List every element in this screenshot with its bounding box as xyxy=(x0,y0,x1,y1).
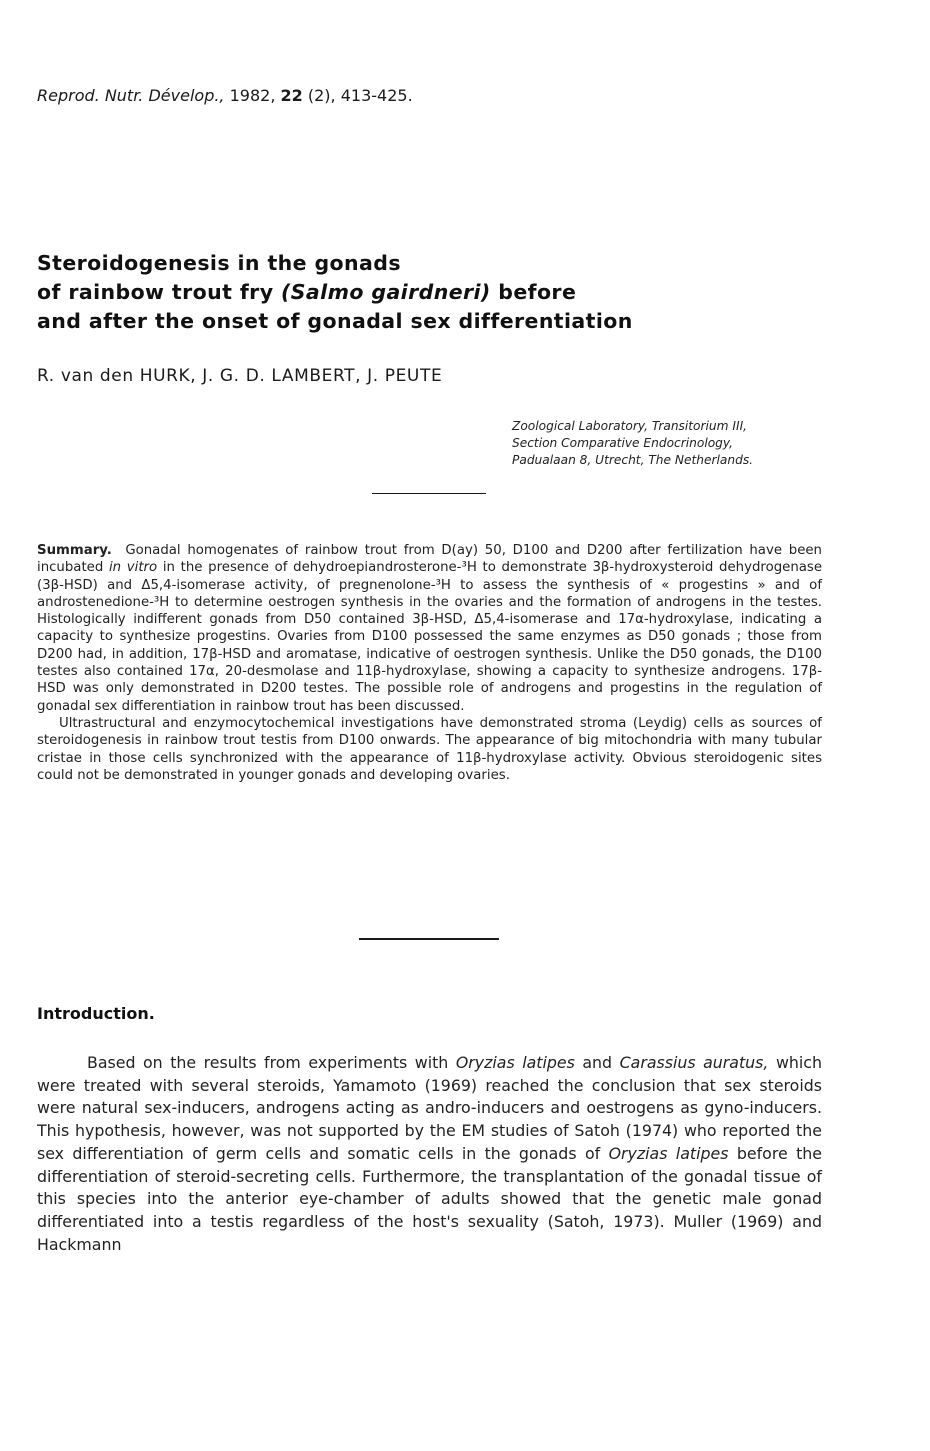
summary-text-a: Gonadal homogenates of rainbow trout from D(ay) 50, D100 and D200 after fertilization have been incubated xyxy=(37,543,822,576)
title-line-3: and after the onset of gonadal sex differentiation xyxy=(37,309,633,333)
article-title xyxy=(37,249,797,336)
affiliation-line-3: Padualaan 8, Utrecht, The Netherlands. xyxy=(512,453,754,467)
summary-paragraph-1 xyxy=(37,542,822,715)
summary-block xyxy=(37,542,822,784)
journal-year: 1982, xyxy=(229,86,276,105)
title-species: (Salmo gairdneri) xyxy=(281,280,491,304)
author-list: R. van den HURK, J. G. D. LAMBERT, J. PEUTE xyxy=(37,366,443,386)
journal-citation xyxy=(37,86,413,105)
introduction-heading: Introduction. xyxy=(37,1004,155,1023)
affiliation-line-1: Zoological Laboratory, Transitorium III, xyxy=(512,419,748,433)
intro-text-3: which were treated with several steroids, Yamamoto (1969) reached the conclusion that sex steroids were natural sex-inducers, androgens acting as andro-inducers and oestrogens as gyno-inducers. This hypothesis, however, was not supported by the EM studies of Satoh (1974) who reported the sex differentiation of germ cells and somatic cells in the gonads of xyxy=(37,1053,822,1163)
affiliation xyxy=(512,418,842,469)
journal-volume: 22 xyxy=(280,86,303,105)
intro-species-1: Oryzias latipes xyxy=(455,1053,575,1072)
title-line-2-start: of rainbow trout fry xyxy=(37,280,274,304)
summary-label: Summary. xyxy=(37,543,112,558)
summary-paragraph-2: Ultrastructural and enzymocytochemical investigations have demonstrated stroma (Leydig) cells as sources of steroidogenesis in rainbow trout testis from D100 onwards. The appearance of big mitochondria with many tubular cristae in those cells synchronized with the appearance of 11β-hydroxylase activity. Obvious steroidogenic sites could not be demonstrated in younger gonads and developing ovaries. xyxy=(37,715,822,783)
journal-title: Reprod. Nutr. Dévelop., xyxy=(37,86,225,105)
journal-issue-pages: (2), 413-425. xyxy=(307,86,413,105)
affiliation-line-2: Section Comparative Endocrinology, xyxy=(512,436,734,450)
title-line-2-end: before xyxy=(498,280,577,304)
summary-in-vitro: in vitro xyxy=(108,560,158,576)
intro-text-4: before the differentiation of steroid-secreting cells. Furthermore, the transplantation of the gonadal tissue of this species into the anterior eye-chamber of adults showed that the genetic male gonad differentiated into a testis regardless of the host's sexuality (Satoh, 1973). Muller (1969) and Hackmann xyxy=(37,1143,822,1254)
intro-text-2: and xyxy=(582,1053,613,1072)
title-line-1: Steroidogenesis in the gonads xyxy=(37,251,401,275)
intro-species-2: Carassius auratus, xyxy=(619,1053,769,1072)
divider-rule xyxy=(372,493,486,494)
divider-rule-2 xyxy=(359,938,499,940)
introduction-paragraph xyxy=(37,1052,822,1256)
intro-text-1: Based on the results from experiments with xyxy=(87,1053,449,1072)
summary-text-b: in the presence of dehydroepiandrosterone-³H to demonstrate 3β-hydroxysteroid dehydrogenase (3β-HSD) and Δ5,4-isomerase activity, of pregnenolone-³H to assess the synthesis of « progestins » and of androstenedione-³H to determine oestrogen synthesis in the ovaries and the formation of androgens in the testes. Histologically indifferent gonads from D50 contained 3β-HSD, Δ5,4-isomerase and 17α-hydroxylase, indicating a capacity to synthesize progestins. Ovaries from D100 possessed the same enzymes as D50 gonads ; those from D200 had, in addition, 17β-HSD and aromatase, indicative of oestrogen synthesis. Unlike the D50 gonads, the D100 testes also contained 17α, 20-desmolase and 11β-hydroxylase, showing a capacity to synthesize androgens. 17β-HSD was only demonstrated in D200 testes. The possible role of androgens and progestins in the regulation of gonadal sex differentiation in rainbow trout has been discussed. xyxy=(37,560,823,714)
intro-species-3: Oryzias latipes xyxy=(608,1143,729,1163)
title-line-2 xyxy=(37,278,797,307)
